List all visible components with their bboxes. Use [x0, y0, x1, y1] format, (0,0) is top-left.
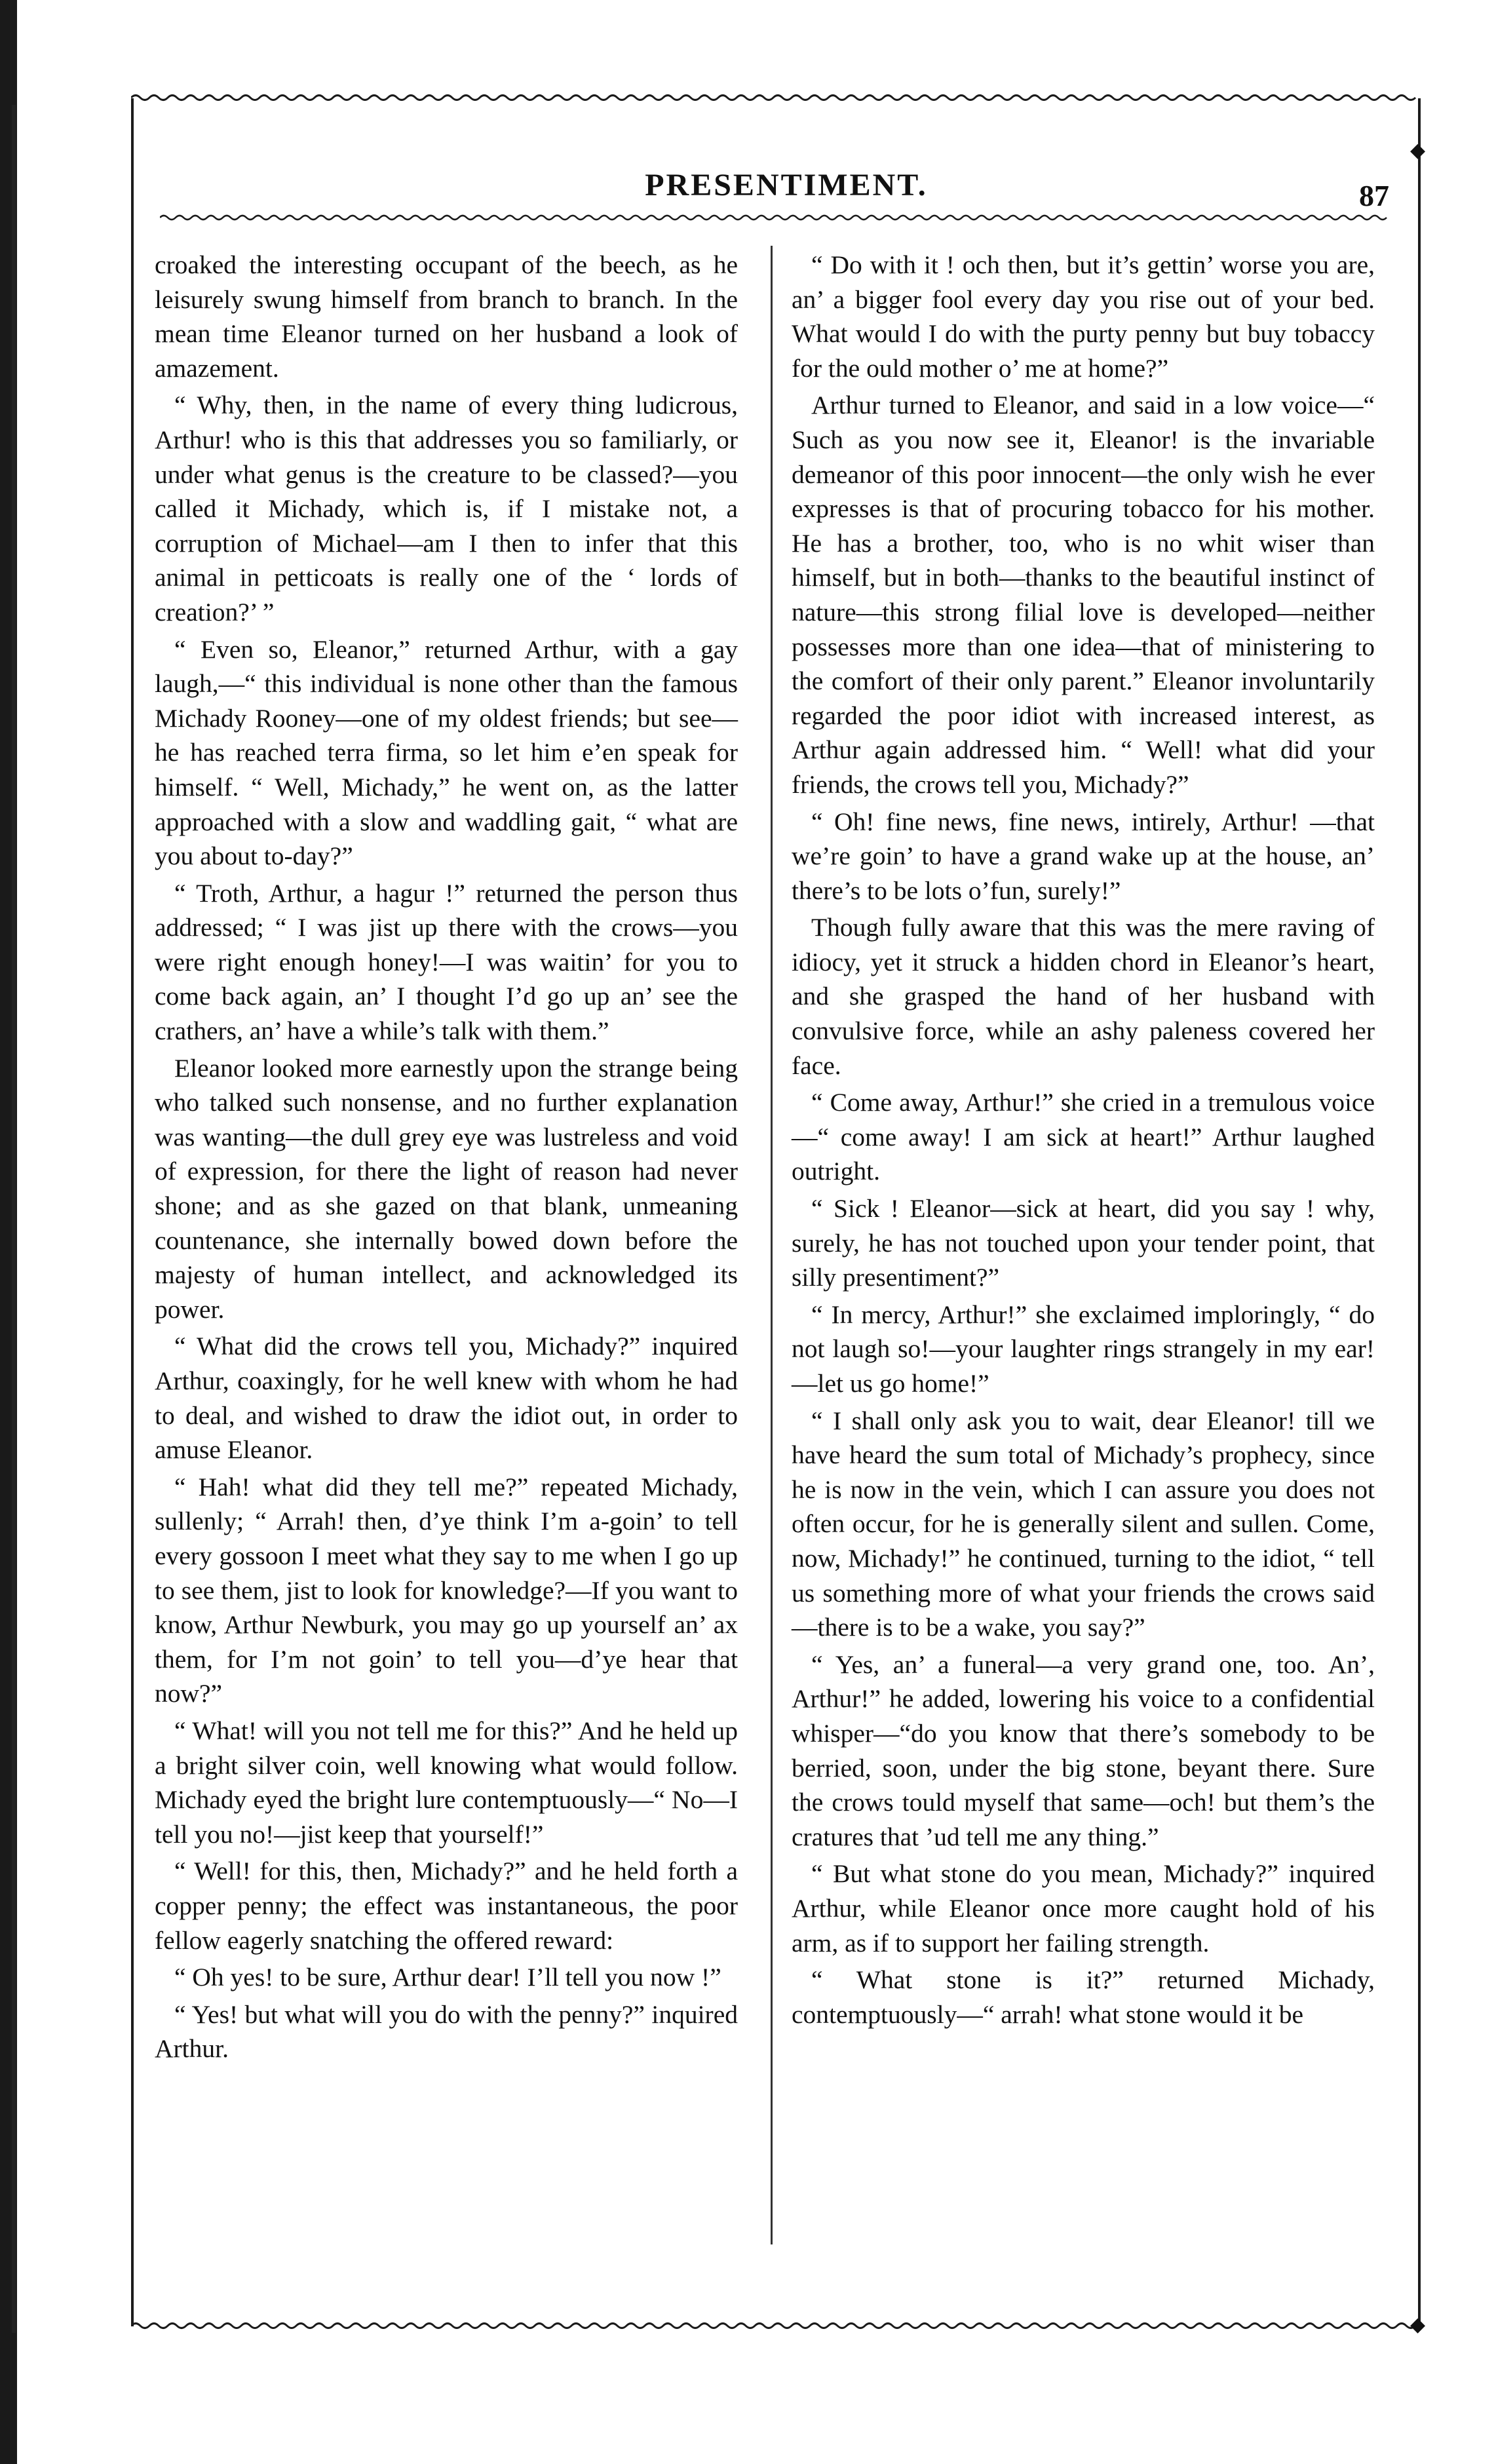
- left-column: [155, 248, 738, 2069]
- paragraph: Eleanor looked more earnestly upon the strange being who talked such nonsense, and no further explanation was wanting—the dull grey eye was lustreless and void of expression, for there the light of reason had never shone; and as she gazed on that blank, unmeaning countenance, she internally bowed down before the majesty of human intellect, and acknowledged its power.: [155, 1053, 738, 1324]
- paragraph: “ Hah! what did they tell me?” repeated Michady, sullenly; “ Arrah! then, d’ye think I’m a-goin’ to tell every gossoon I meet what they say to me when I go up to see them, jist to look for knowledge?—If you want to know, Arthur Newburk, you may go up yourself an’ ax them, for I’m not goin’ to tell you—d’ye hear that now?”: [155, 1472, 738, 1708]
- paragraph: “ Sick ! Eleanor—sick at heart, did you say ! why, surely, he has not touched upon your tender point, that silly presentiment?”: [792, 1194, 1375, 1292]
- paragraph: “ Come away, Arthur!” she cried in a tremulous voice—“ come away! I am sick at heart!” Arthur laughed outright.: [792, 1088, 1375, 1186]
- paragraph: “ Oh yes! to be sure, Arthur dear! I’ll tell you now !”: [174, 1963, 721, 1992]
- page-number: 87: [1359, 179, 1389, 212]
- paragraph: croaked the interesting occupant of the beech, as he leisurely swung himself from branch to branch. In the mean time Eleanor turned on her husband a look of amazement.: [155, 250, 738, 383]
- page-title: PRESENTIMENT.: [645, 168, 928, 202]
- paragraph: “ Well! for this, then, Michady?” and he held forth a copper penny; the effect was instantaneous, the poor fellow eagerly snatching the offered reward:: [155, 1857, 738, 1955]
- paragraph: “ Troth, Arthur, a hagur !” returned the person thus addressed; “ I was jist up there with the crows—you were right enough honey!—I was waitin’ for you to come back again, an’ I thought I’d go up an’ see the crathers, an’ have a while’s talk with them.”: [155, 878, 738, 1046]
- top-border-ornament: [131, 92, 1422, 104]
- corner-ornament-top-right: ◆: [1410, 139, 1426, 162]
- bottom-border-ornament: [131, 2320, 1422, 2332]
- paragraph: “ What stone is it?” returned Michady, contemptuously—“ arrah! what stone would it be: [792, 1965, 1375, 2029]
- paragraph: “ But what stone do you mean, Michady?” inquired Arthur, while Eleanor once more caught hold of his arm, as if to support her failing strength.: [792, 1859, 1375, 1957]
- paragraph: “ In mercy, Arthur!” she exclaimed imploringly, “ do not laugh so!—your laughter rings strangely in my ear!—let us go home!”: [792, 1299, 1375, 1398]
- paragraph: “ I shall only ask you to wait, dear Eleanor! till we have heard the sum total of Michady’s prophecy, since he is now in the vein, which I can assure you does not often occur, for he is generally silent and sullen. Come, now, Michady!” he continued, turning to the idiot, “ tell us something more of what your friends the crows said—there is to be a wake, you say?”: [792, 1406, 1375, 1642]
- paragraph: “ What did the crows tell you, Michady?” inquired Arthur, coaxingly, for he well knew with whom he had to deal, and wished to draw the idiot out, in order to amuse Eleanor.: [155, 1332, 738, 1465]
- paragraph: Arthur turned to Eleanor, and said in a low voice—“ Such as you now see it, Eleanor! is the invariable demeanor of this poor innocent—the only wish he ever expresses is that of procuring tobacco for his mother. He has a brother, too, who is no whit wiser than himself, but in both—thanks to the beautiful instinct of nature—this strong filial love is developed—neither possesses more than one idea—that of ministering to the comfort of their only parent.” Eleanor involuntarily regarded the poor idiot with increased interest, as Arthur again addressed him. “ Well! what did your friends, the crows tell you, Michady?”: [792, 391, 1375, 799]
- binding-line: [12, 105, 16, 2333]
- corner-ornament-bottom-right: ◆: [1410, 2313, 1426, 2336]
- paragraph: “ What! will you not tell me for this?” And he held up a bright silver coin, well knowing what would follow. Michady eyed the bright lure contemptuously—“ No—I tell you no!—jist keep that yourself!”: [155, 1716, 738, 1849]
- paragraph: Though fully aware that this was the mere raving of idiocy, yet it struck a hidden chord in Eleanor’s heart, and she grasped the hand of her husband with convulsive force, while an ashy paleness covered her face.: [792, 913, 1375, 1080]
- right-column: [792, 248, 1375, 2034]
- paragraph: “ Oh! fine news, fine news, intirely, Arthur! —that we’re goin’ to have a grand wake up at the house, an’ there’s to be lots o’fun, surely!”: [792, 807, 1375, 905]
- column-divider: [771, 246, 773, 2244]
- header-rule: [160, 213, 1392, 222]
- paragraph: “ Do with it ! och then, but it’s gettin’ worse you are, an’ a bigger fool every day you rise out of your bed. What would I do with the purty penny but buy tobaccy for the ould mother o’ me at home?”: [792, 250, 1375, 383]
- paragraph: “ Yes! but what will you do with the penny?” inquired Arthur.: [155, 1999, 738, 2064]
- paragraph: “ Why, then, in the name of every thing ludicrous, Arthur! who is this that addresses you so familiarly, or under what genus is the creature to be classed?—you called it Michady, which is, if I mistake not, a corruption of Michael—am I then to infer that this animal in petticoats is really one of the ‘ lords of creation?’ ”: [155, 391, 738, 626]
- paragraph: “ Even so, Eleanor,” returned Arthur, with a gay laugh,—“ this individual is none other than the famous Michady Rooney—one of my oldest friends; but see—he has reached terra firma, so let him e’en speak for himself. “ Well, Michady,” he went on, as the latter approached with a slow and waddling gait, “ what are you about to-day?”: [155, 634, 738, 871]
- paragraph: “ Yes, an’ a funeral—a very grand one, too. An’, Arthur!” he added, lowering his voice to a confidential whisper—“do you know that there’s somebody to be berried, soon, under the big stone, beyant there. Sure the crows tould myself that same—och! but them’s the cratures that ’ud tell me any thing.”: [792, 1649, 1375, 1851]
